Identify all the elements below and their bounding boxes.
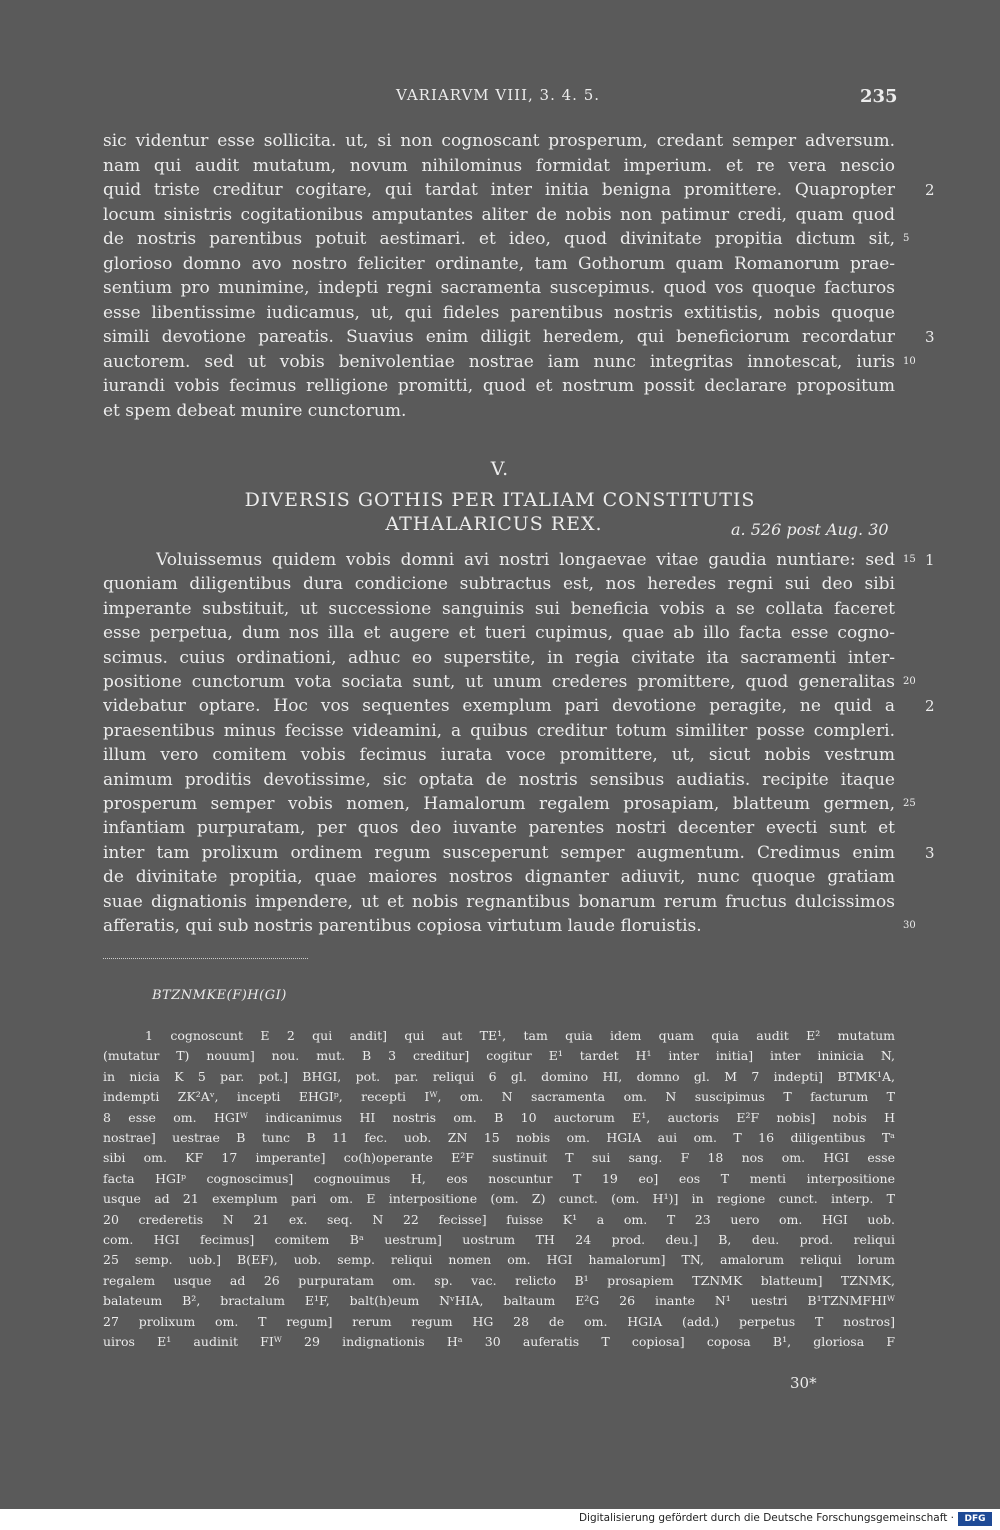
line-number: 15 bbox=[903, 554, 916, 565]
text-line: suae dignationis impendere, ut et nobis regnantibus bonarum rerum fructus dulcissimos bbox=[103, 891, 895, 912]
digitization-footer bbox=[0, 1509, 1000, 1530]
text-line: animum proditis devotissime, sic optata de nostris sensibus audiatis. recipite itaque bbox=[103, 769, 895, 790]
letter-address: DIVERSIS GOTHIS PER ITALIAM CONSTITUTIS bbox=[244, 489, 756, 511]
text-line: de nostris parentibus potuit aestimari. et ideo, quod divinitate propitia dictum sit, bbox=[103, 229, 895, 249]
apparatus-line: in nicia K 5 par. pot.] BHGI, pot. par. reliqui 6 gl. domino HI, domno gl. M 7 indepti] BTMK¹A, bbox=[103, 1068, 895, 1084]
line-number: 2 bbox=[925, 697, 935, 716]
text-line: infantiam purpuratam, per quos deo iuvante parentes nostri decenter evecti sunt et bbox=[103, 818, 895, 839]
text-line: simili devotione pareatis. Suavius enim diligit heredem, qui beneficiorum recordatur bbox=[103, 327, 895, 347]
apparatus-line: 25 semp. uob.] B(EF), uob. semp. reliqui nomen om. HGI hamalorum] TN, amalorum reliqui lorum bbox=[103, 1252, 895, 1268]
text-line: illum vero comitem vobis fecimus iurata voce promittere, ut, sicut nobis vestrum bbox=[103, 745, 895, 766]
running-head-title: VARIARVM VIII, 3. 4. 5. bbox=[396, 86, 601, 104]
text-line: Voluissemus quidem vobis domni avi nostri longaevae vitae gaudia nuntiare: sed bbox=[156, 550, 895, 570]
line-number: 30 bbox=[903, 920, 916, 931]
text-line: esse perpetua, dum nos illa et augere et tueri cupimus, quae ab illo facta esse cogno- bbox=[103, 623, 895, 644]
apparatus-rule bbox=[103, 958, 308, 959]
apparatus-line: 8 esse om. HGIᵂ indicanimus HI nostris om. B 10 auctorum E¹, auctoris E²F nobis] nobis H bbox=[103, 1109, 895, 1125]
apparatus-line: usque ad 21 exemplum pari om. E interpositione (om. Z) cunct. (om. H¹)] in regione cunct. interp. T bbox=[103, 1191, 895, 1207]
text-line: glorioso domno avo nostro feliciter ordinante, tam Gothorum quam Romanorum prae- bbox=[103, 253, 895, 274]
apparatus-line: 27 prolixum om. T regum] rerum regum HG 28 de om. HGIA (add.) perpetus T nostros] bbox=[103, 1313, 895, 1329]
apparatus-line: nostrae] uestrae B tunc B 11 fec. uob. ZN 15 nobis om. HGIA aui om. T 16 diligentibus Tᵃ bbox=[103, 1130, 895, 1145]
letter-sender: ATHALARICUS REX. bbox=[385, 513, 603, 535]
manuscript-sigla: BTZNMKE(F)H(GI) bbox=[152, 988, 287, 1003]
line-number: 10 bbox=[903, 355, 916, 367]
signature-mark: 30* bbox=[790, 1374, 817, 1392]
apparatus-line: indempti ZK²Aᵛ, incepti EHGIᵖ, recepti Iᵂ, om. N sacramenta om. N suscipimus T facturum T bbox=[103, 1089, 895, 1105]
apparatus-line: 20 crederetis N 21 ex. seq. N 22 fecisse] fuisse K¹ a om. T 23 uero om. HGI uob. bbox=[103, 1211, 895, 1227]
text-line: sic videntur esse sollicita. ut, si non cognoscant prosperum, credant semper adversum. bbox=[103, 131, 895, 151]
text-line: sentium pro munimine, indepti regni sacramenta suscepimus. quod vos quoque facturos bbox=[103, 278, 895, 298]
text-line: afferatis, qui sub nostris parentibus copiosa virtutum laude floruistis. bbox=[103, 916, 702, 936]
section-number: 1 bbox=[925, 551, 935, 569]
apparatus-line: uiros E¹ audinit FIᵂ 29 indignationis Hᵃ 30 auferatis T copiosa] coposa B¹, gloriosa F bbox=[103, 1334, 895, 1349]
apparatus-line: sibi om. KF 17 imperante] co(h)operante E²F sustinuit T sui sang. F 18 nos om. HGI esse bbox=[103, 1150, 895, 1166]
apparatus-line: com. HGI fecimus] comitem Bᵃ uestrum] uostrum TH 24 prod. deu.] B, deu. prod. reliqui bbox=[103, 1232, 895, 1247]
line-number: 20 bbox=[903, 676, 916, 687]
apparatus-line: facta HGIᵖ cognoscimus] cognouimus H, eos noscuntur T 19 eo] eos T menti interpositione bbox=[103, 1170, 895, 1186]
dfg-logo: DFG bbox=[958, 1512, 992, 1526]
funding-credit: Digitalisierung gefördert durch die Deutsche Forschungsgemeinschaft · bbox=[578, 1512, 954, 1524]
letter-number: V. bbox=[490, 458, 510, 480]
running-head bbox=[0, 86, 1000, 110]
text-line: esse libentissime iudicamus, ut, qui fideles parentibus nostris extitistis, nobis quoque bbox=[103, 302, 895, 323]
text-line: videbatur optare. Hoc vos sequentes exemplum pari devotione peragite, ne quid a bbox=[103, 696, 895, 717]
line-number: 3 bbox=[925, 328, 935, 346]
line-number: 25 bbox=[903, 798, 916, 809]
text-line: positione cunctorum vota sociata sunt, ut unum crederes promittere, quod generalitas bbox=[103, 672, 895, 692]
text-line: praesentibus minus fecisse videamini, a quibus creditur totum similiter posse compleri. bbox=[103, 720, 895, 741]
apparatus-line: regalem usque ad 26 purpuratam om. sp. vac. relicto B¹ prosapiem TZNMK blatteum] TZNMK, bbox=[103, 1272, 895, 1288]
text-line: quoniam diligentibus dura condicione subtractus est, nos heredes regni sui deo sibi bbox=[103, 574, 895, 595]
text-line: nam qui audit mutatum, novum nihilominus formidat imperium. et re vera nescio bbox=[103, 155, 895, 176]
text-line: prosperum semper vobis nomen, Hamalorum regalem prosapiam, blatteum germen, bbox=[103, 794, 895, 814]
text-line: imperante substituit, ut successione sanguinis sui beneficia vobis a se collata faceret bbox=[103, 598, 895, 619]
line-number: 3 bbox=[925, 843, 935, 862]
text-line: scimus. cuius ordinationi, adhuc eo superstite, in regia civitate ita sacramenti inter- bbox=[103, 647, 895, 668]
line-number: 2 bbox=[925, 181, 935, 199]
apparatus-line: 1 cognoscunt E 2 qui andit] qui aut TE¹, tam quia idem quam quia audit E² mutatum bbox=[145, 1028, 895, 1043]
text-line: quid triste creditur cogitare, qui tardat inter initia benigna promittere. Quapropter bbox=[103, 180, 895, 200]
page-number: 235 bbox=[860, 86, 898, 107]
line-number: 5 bbox=[903, 233, 910, 244]
text-line: de divinitate propitia, quae maiores nostros dignanter adiuvit, nunc quoque gratiam bbox=[103, 867, 895, 888]
text-line: locum sinistris cogitationibus amputantes aliter de nobis non patimur credi, quam quod bbox=[103, 204, 895, 225]
text-line: inter tam prolixum ordinem regum susceperunt semper augmentum. Credimus enim bbox=[103, 842, 895, 863]
apparatus-line: balateum B², bractalum E¹F, balt(h)eum NᵛHIA, baltaum E²G 26 inante N¹ uestri B¹TZNMFHIᵂ bbox=[103, 1293, 895, 1309]
text-line: auctorem. sed ut vobis benivolentiae nostrae iam nunc integritas innotescat, iuris bbox=[103, 351, 895, 372]
text-line: iurandi vobis fecimus relligione promitti, quod et nostrum possit declarare propositum bbox=[103, 376, 895, 396]
text-line: et spem debeat munire cunctorum. bbox=[103, 400, 407, 421]
letter-date: a. 526 post Aug. 30 bbox=[731, 520, 889, 539]
apparatus-line: (mutatur T) nouum] nou. mut. B 3 creditur] cogitur E¹ tardet H¹ inter initia] inter ininicia N, bbox=[103, 1048, 895, 1064]
